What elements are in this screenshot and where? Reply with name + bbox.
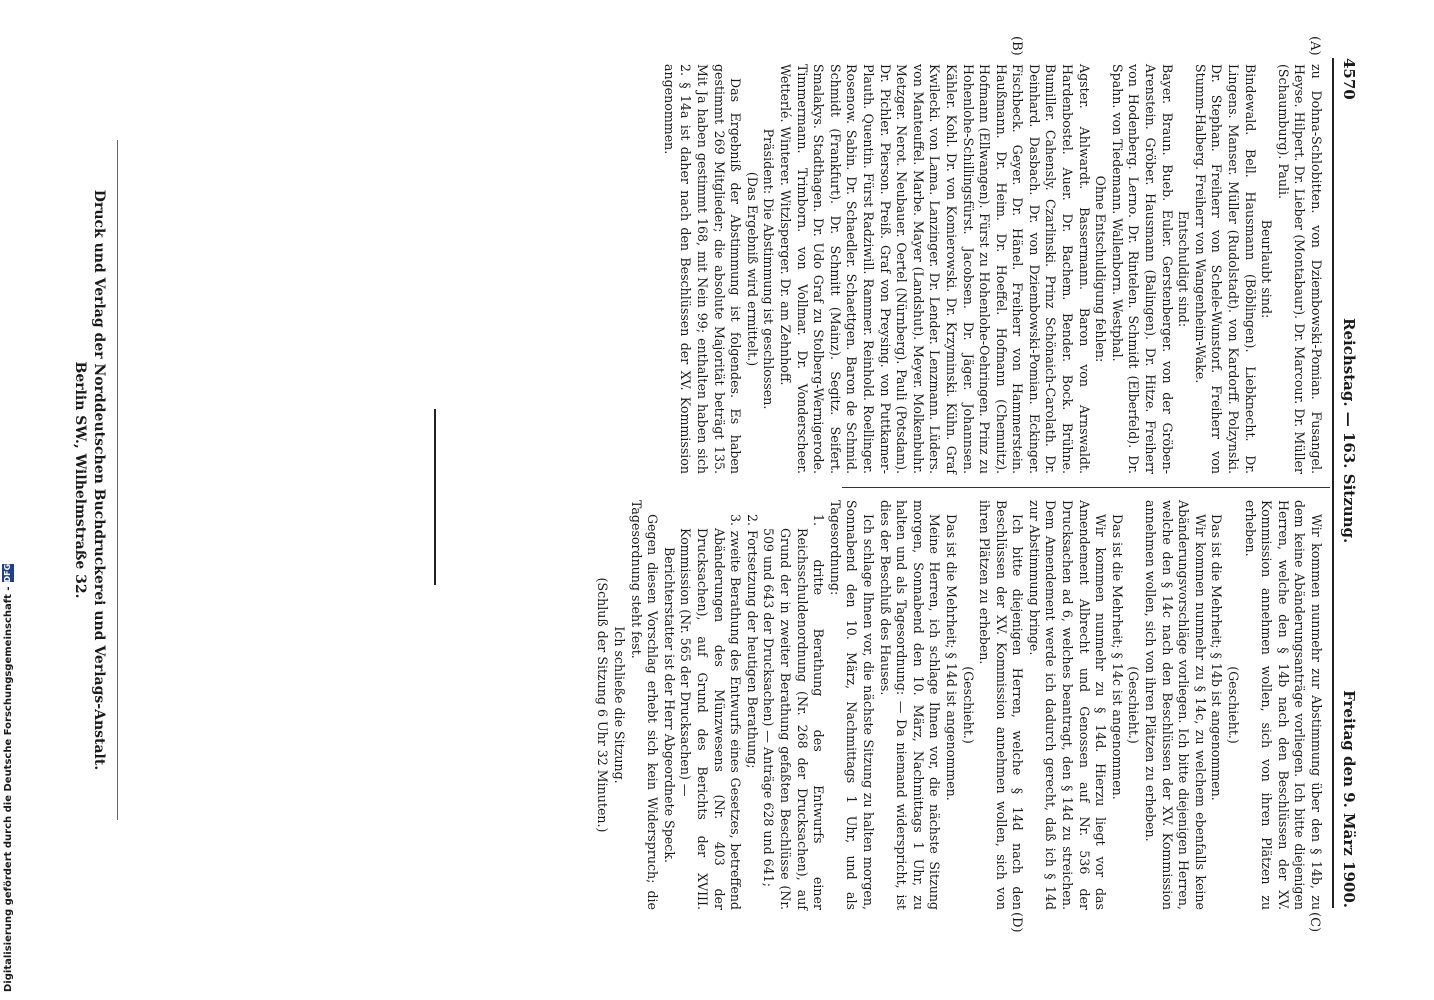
section-heading-unexcused: Ohne Entschuldigung fehlen: bbox=[1093, 175, 1109, 363]
paragraph: Das ist die Mehrheit; § 14b ist angenommen. bbox=[1209, 514, 1225, 801]
section-heading-excused: Entschuldigt sind: bbox=[1176, 210, 1192, 328]
margin-marker-a: (A) bbox=[1307, 36, 1322, 56]
excused-list: Bayer. Braun. Bueb. Euler. Gerstenberger. von der Gröben-Arenstein. Gröber. Hausmann (Balingen). Dr. Hitze. Freiherr von Hodenberg. Lerno. Dr. Rintelen. Schmidt (Elberfeld). Dr. Spahn. von Tiedemann. Wallenborn. Westphal. bbox=[1109, 64, 1175, 474]
credit-text: Digitalisierung gefördert durch die Deutsche Forschungsgemeinschaft - bbox=[2, 586, 14, 992]
paragraph: Meine Herren, ich schlage Ihnen vor, die nächste Sitzung morgen, Sonnabend den 10. März, Nachmittags 1 Uhr, zu halten und als Tagesordnung: — Da niemand widerspricht, ist dies der Beschluß des Hauses. bbox=[877, 500, 943, 910]
margin-marker-c: (C) bbox=[1307, 912, 1322, 933]
paragraph: Das ist die Mehrheit; § 14c ist angenommen. bbox=[1109, 514, 1125, 800]
agenda-item: 1. dritte Berathung des Entwurfs einer Reichsschuldenordnung (Nr. 268 der Drucksachen), auf Grund der in zweiter Berathung gefaßten Beschlüsse (Nr. 509 und 643 der Drucksachen) — Anträge 628 und 641; bbox=[761, 514, 827, 910]
margin-marker-b: (B) bbox=[1009, 36, 1024, 56]
session-end-note: (Schluß der Sitzung 6 Uhr 32 Minuten.) bbox=[595, 577, 611, 833]
absent-list-continued: zu Dohna-Schlobitten. von Dziembowski-Pomian. Fusangel. Heyse. Hilpert. Dr. Lieber (Montabaur). Dr. Marcour. Dr. Müller (Schaumburg). Pauli. bbox=[1275, 64, 1324, 474]
imprint-line-2: Berlin SW., Wilhelmstraße 32. bbox=[72, 361, 88, 599]
paragraph: Gegen diesen Vorschlag erhebt sich kein Widerspruch; die Tagesordnung steht fest. bbox=[628, 500, 661, 910]
page-number: 4570 bbox=[1340, 58, 1358, 100]
unexcused-list: Agster. Ahlwardt. Bassermann. Baron von Arnswaldt. Hardenbostel. Auer. Dr. Bachem. Bender. Bock. Brühne. Bumiller. Cahensly. Czarlinski. Prinz Schönaich-Carolath. Dr. Deinhard. Dasbach. Dr. von Dziembowski-Pomian. Eckinger. Fischbeck. Geyer. Dr. Hänel. Freiherr von Hammerstein. Haußmann. Dr. Heim. Dr. Hoeffel. Hofmann (Chemnitz). Hofmann (Ellwangen). Fürst zu Hohenlohe-Oehringen. Prinz zu Hohenlohe-Schillingsfürst. Jacobsen. Dr. Jäger. Johannsen. Kähler. Kohl. Dr. von Komierowski. Dr. Krzyminski. Kühn. Graf Kwilecki. von Lama. Lanzinger. Dr. Lender. Lenzmann. Lüders. von Manteuffel. Marbe. Mayer (Landshut). Meyer. Molkenbuhr. Metzger. Nerot. Neubauer. Oertel (Nürnberg). Pauli (Potsdam). Dr. Pichler. Pierson. Preiß. Graf von Preysing. von Puttkamer-Plauth. Quentin. Fürst Radziwill. Rammer. Reinhold. Roellinger. Rosenow. Sabin. Dr. Schaedler. Schaettgen. Baron de Schmid. Schmidt (Frankfurt). Dr. Schmitt (Mainz). Segitz. Seifert. Smalakys. Stadthagen. Dr. Udo Graf zu Stolberg-Wernigerode. Timmermann. Trimborn. von Vollmar. Dr. Vonderscheer. Wetterlé. Winterer. Witzlsperger. Dr. am Zehnhoff. bbox=[778, 64, 1092, 474]
stage-direction: (Das Ergebniß wird ermittelt.) bbox=[744, 171, 760, 367]
closing-statement: Ich schließe die Sitzung. bbox=[612, 626, 628, 784]
agenda-item: 3. zweite Berathung des Entwurfs eines Gesetzes, betreffend Abänderungen des Münzwesens (Nr. 403 der Drucksachen), auf Grund des Berichts der XVIII. Kommission (Nr. 565 der Drucksachen) — bbox=[678, 514, 744, 910]
paragraph: Wir kommen nunmehr zu § 14c, zu welchem ebenfalls keine Abänderungsvorschläge vorliegen. Ich bitte diejenigen Herren, welche den § 14c nach den Beschlüssen der XV. Kommission annehmen wollen, sich von ihren Plätzen zu erheben. bbox=[1143, 500, 1208, 910]
paragraph: Wir kommen nunmehr zur Abstimmung über den § 14b, zu dem keine Abänderungsanträge vorliegen. Ich bitte diejenigen Herren, welche den § 14b nach den Beschlüssen der XV. Kommission annehmen wollen, sich von ihren Plätzen zu erheben. bbox=[1242, 500, 1324, 910]
paragraph: Wir kommen nunmehr zu § 14d. Hierzu liegt vor das Amendement Albrecht und Genossen auf Nr. 536 der Drucksachen ad 6, welches beantragt, den § 14d zu streichen. Dem Amendement werde ich dadurch gerecht, daß ich § 14d zur Abstimmung bringe. bbox=[1026, 500, 1109, 910]
vote-result-paragraph: Das Ergebniß der Abstimmung ist folgendes. Es haben gestimmt 269 Mitglieder; die absolute Majorität beträgt 135. Mit Ja haben gestimmt 168, mit Nein 99; enthalten haben sich 2. § 14a ist daher nach den Beschlüssen der XV. Kommission angenommen. bbox=[661, 64, 744, 474]
header-rule bbox=[1332, 58, 1334, 908]
column-divider bbox=[842, 487, 1330, 488]
paragraph: Ich schlage Ihnen vor, die nächste Sitzung zu halten morgen, Sonnabend den 10. März, Nachmittags 1 Uhr, und als Tagesordnung: bbox=[827, 500, 876, 910]
paragraph: Ich bitte diejenigen Herren, welche § 14d nach den Beschlüssen der XV. Kommission annehmen wollen, sich von ihren Plätzen zu erheben. bbox=[977, 500, 1026, 910]
margin-marker-d: (D) bbox=[1009, 912, 1024, 933]
page-header bbox=[1334, 58, 1358, 908]
agenda-item: 2. Fortsetzung der heutigen Berathung; bbox=[744, 514, 760, 769]
left-column bbox=[661, 64, 1324, 474]
digitization-credit bbox=[0, 0, 16, 1000]
running-title: Reichstag. — 163. Sitzung. bbox=[1340, 318, 1358, 544]
footer-rule bbox=[117, 140, 118, 820]
on-leave-list: Bindewald. Bell. Hausmann (Böblingen). Liebknecht. Dr. Lingens. Manser. Müller (Rudolstadt). von Kardorff. Polzynski. Dr. Stephan. Freiherr von Schele-Wunstorf. Freiherr von Stumm-Halberg. Freiherr von Wangenheim-Wake. bbox=[1192, 64, 1258, 474]
stage-direction: (Geschieht.) bbox=[1126, 666, 1142, 744]
paragraph: Das ist die Mehrheit; § 14d ist angenommen. bbox=[943, 514, 959, 801]
rapporteur-line: Berichterstatter ist der Herr Abgeordnete Speck. bbox=[661, 547, 677, 863]
president-statement: Präsident: Die Abstimmung ist geschlossen. bbox=[761, 128, 777, 410]
decorative-rule bbox=[434, 409, 436, 585]
dfg-logo: DFG bbox=[3, 563, 12, 583]
imprint-line-1: Druck und Verlag der Norddeutschen Buchdruckerei und Verlags-Anstalt. bbox=[91, 189, 107, 771]
stage-direction: (Geschieht.) bbox=[1226, 666, 1242, 744]
session-date: Freitag den 9. März 1900. bbox=[1340, 690, 1358, 908]
section-heading-leave: Beurlaubt sind: bbox=[1259, 219, 1275, 319]
right-column bbox=[595, 500, 1324, 910]
printer-imprint bbox=[70, 160, 108, 800]
stage-direction: (Geschieht.) bbox=[960, 666, 976, 744]
